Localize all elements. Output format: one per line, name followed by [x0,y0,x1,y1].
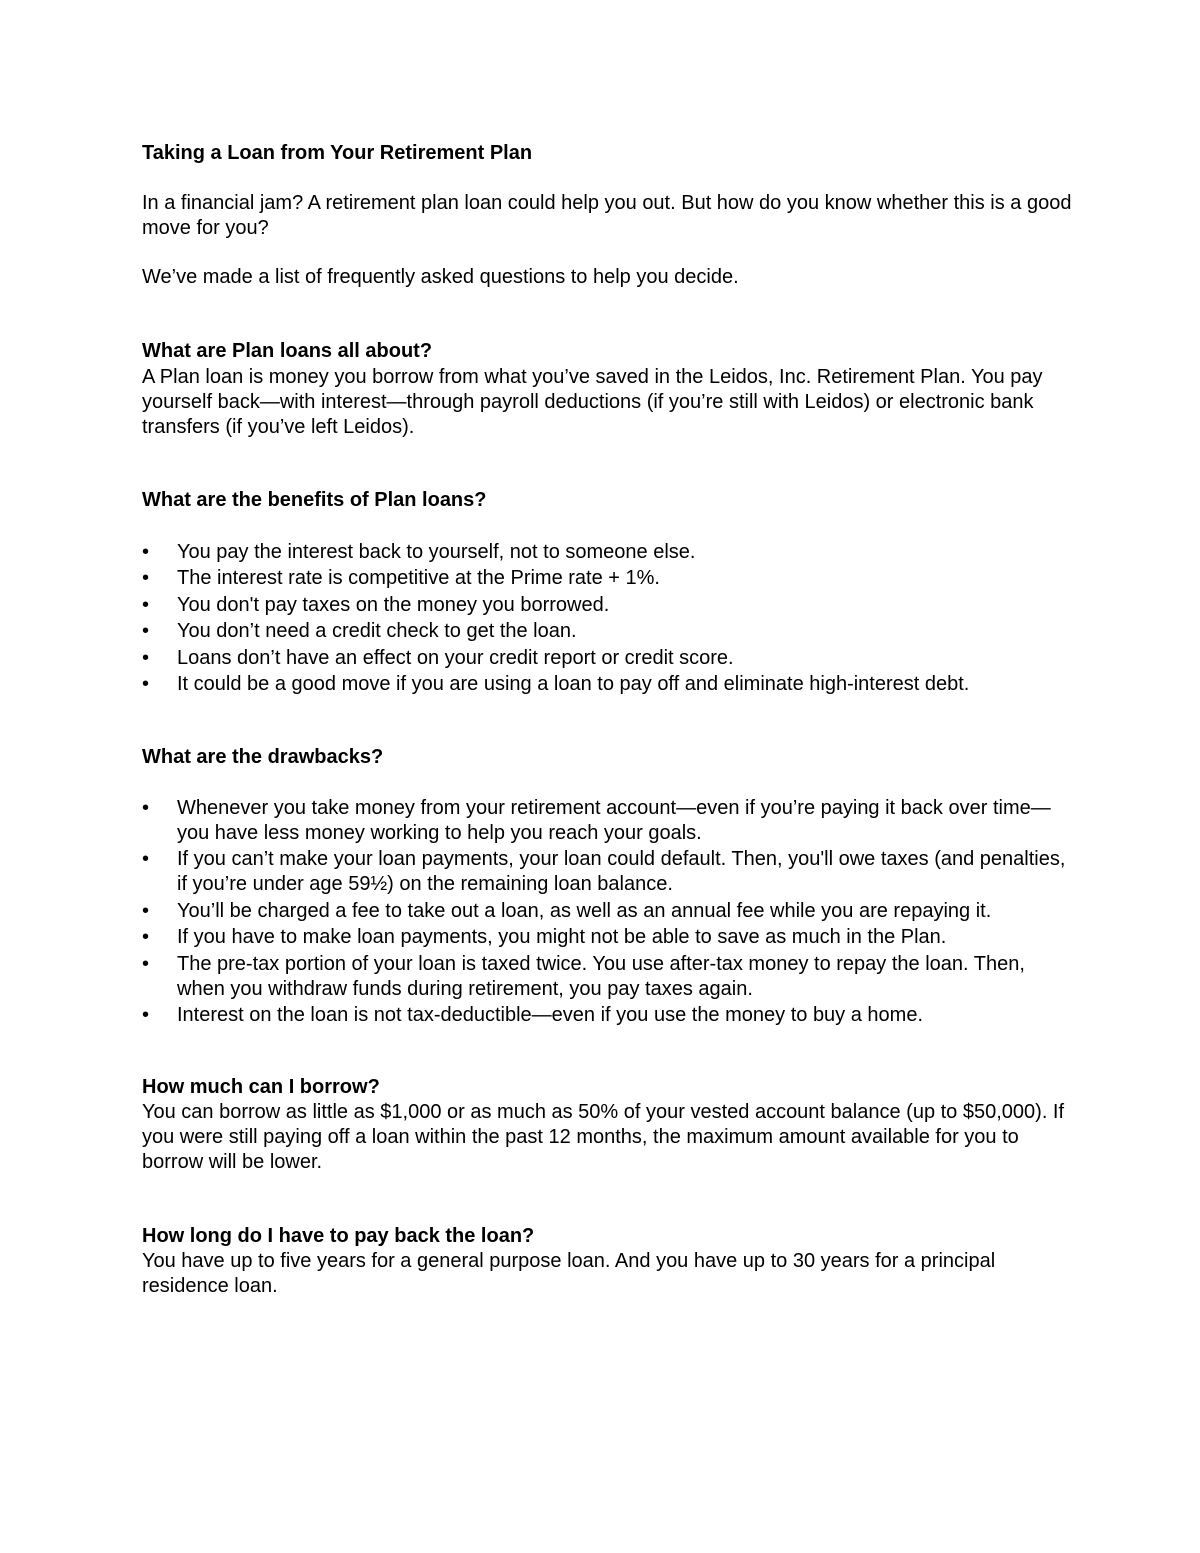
list-item: • Interest on the loan is not tax-deductible—even if you use the money to buy a home. [142,1003,1072,1028]
section-heading-payback: How long do I have to pay back the loan? [142,1225,535,1247]
list-item: • It could be a good move if you are using a loan to pay off and eliminate high-interest debt. [142,672,1072,697]
list-item: • The pre-tax portion of your loan is taxed twice. You use after-tax money to repay the loan. Then, when you withdraw funds during retirement, you pay taxes again. [142,952,1072,1002]
list-item: • You pay the interest back to yourself, not to someone else. [142,540,1072,565]
drawbacks-list [142,796,1072,1029]
section-body-about: A Plan loan is money you borrow from what you’ve saved in the Leidos, Inc. Retirement Plan. You pay yourself back—with interest—through payroll deductions (if you’re still with Leidos) or electronic bank transfers (if you’ve left Leidos). [142,366,1043,438]
list-item: • You’ll be charged a fee to take out a loan, as well as an annual fee while you are repaying it. [142,899,1072,924]
section-heading-borrow: How much can I borrow? [142,1076,380,1098]
list-item: • Loans don’t have an effect on your credit report or credit score. [142,646,1072,671]
list-item: • Whenever you take money from your retirement account—even if you’re paying it back over time—you have less money working to help you reach your goals. [142,796,1072,846]
document-title: Taking a Loan from Your Retirement Plan [142,142,533,164]
section-heading-benefits: What are the benefits of Plan loans? [142,489,487,511]
intro-paragraph: We’ve made a list of frequently asked questions to help you decide. [142,266,739,288]
list-item: • If you have to make loan payments, you might not be able to save as much in the Plan. [142,925,1072,950]
benefits-list [142,540,1072,698]
section-heading-drawbacks: What are the drawbacks? [142,746,384,768]
intro-paragraph: In a financial jam? A retirement plan loan could help you out. But how do you know whether this is a good move for you? [142,192,1072,239]
list-item: • You don't pay taxes on the money you borrowed. [142,593,1072,618]
section-body-payback: You have up to five years for a general purpose loan. And you have up to 30 years for a principal residence loan. [142,1250,996,1297]
list-item: • The interest rate is competitive at the Prime rate + 1%. [142,566,1072,591]
section-heading-about: What are Plan loans all about? [142,340,433,362]
list-item: • If you can’t make your loan payments, your loan could default. Then, you'll owe taxes (and penalties, if you’re under age 59½) on the remaining loan balance. [142,847,1072,897]
section-body-borrow: You can borrow as little as $1,000 or as much as 50% of your vested account balance (up to $50,000). If you were still paying off a loan within the past 12 months, the maximum amount available for you to borrow will be lower. [142,1101,1065,1173]
list-item: • You don’t need a credit check to get the loan. [142,619,1072,644]
